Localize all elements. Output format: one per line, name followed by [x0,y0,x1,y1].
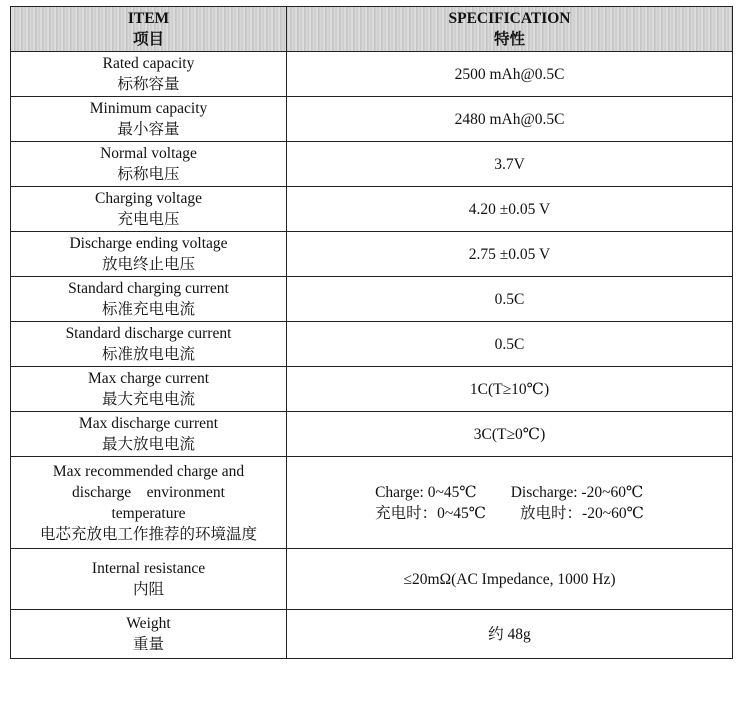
item-cn: 放电终止电压 [101,256,195,273]
spec-header [287,7,733,52]
item-cn: 标称容量 [117,76,180,93]
item-cell [11,52,287,97]
spec-value [287,457,733,549]
spec-value: 2.75 ±0.05 V [287,232,733,277]
spec-value: 3C(T≥0℃) [287,412,733,457]
spec-value: 0.5C [287,277,733,322]
item-en-line1: Max recommended charge and [52,462,245,480]
item-cell [11,610,287,659]
item-cell [11,97,287,142]
table-row-internal-resistance [11,549,733,610]
item-en-line3: temperature [111,504,186,522]
item-cn: 标称电压 [117,166,180,183]
item-en: Normal voltage [100,145,197,162]
item-header [11,7,287,52]
temperature-line-en [375,482,644,503]
spec-header-en: SPECIFICATION [448,10,571,27]
item-cn: 最小容量 [117,121,180,138]
charge-range-cn: 充电时：0~45℃ [375,504,487,522]
item-cell [11,142,287,187]
item-cell [11,367,287,412]
item-cell [11,412,287,457]
item-cell [11,277,287,322]
item-en-line2: discharge environment [72,483,225,501]
item-en: Standard charging current [68,280,229,297]
item-cell [11,232,287,277]
spec-header-cn: 特性 [493,31,525,48]
table-row-environment-temperature [11,457,733,549]
item-en: Internal resistance [91,560,206,577]
specification-table [10,6,733,659]
item-en: Discharge ending voltage [69,235,228,252]
item-header-cn: 项目 [132,31,164,48]
spec-value: 2500 mAh@0.5C [287,52,733,97]
spec-value: 1C(T≥10℃) [287,367,733,412]
table-row-weight [11,610,733,659]
item-cell [11,322,287,367]
item-en: Max charge current [87,370,210,387]
item-cell [11,457,287,549]
item-cell [11,187,287,232]
item-en: Rated capacity [102,55,195,72]
item-header-en: ITEM [127,10,170,27]
item-cn: 最大放电电流 [101,436,195,453]
item-en: Weight [126,615,171,632]
spec-value: 2480 mAh@0.5C [287,97,733,142]
table-row-standard-discharge-current [11,322,733,367]
item-cn: 电芯充放电工作推荐的环境温度 [39,525,257,543]
table-row-rated-capacity [11,52,733,97]
item-cn: 内阻 [132,581,164,598]
spec-value: 3.7V [287,142,733,187]
item-cn: 标准放电电流 [101,346,195,363]
spec-value: 约 48g [287,610,733,659]
table-row-discharge-ending-voltage [11,232,733,277]
table-row-max-discharge-current [11,412,733,457]
item-cn: 重量 [132,636,164,653]
charge-range-en: Charge: 0~45℃ [375,483,477,501]
discharge-range-cn: 放电时：-20~60℃ [520,504,644,522]
table-row-normal-voltage [11,142,733,187]
item-en: Charging voltage [95,190,202,207]
item-cn: 最大充电电流 [101,391,195,408]
spec-value: ≤20mΩ(AC Impedance, 1000 Hz) [287,549,733,610]
temperature-ranges [375,482,644,524]
item-cn: 标准充电电流 [101,301,195,318]
item-en: Minimum capacity [89,100,208,117]
item-cn: 充电电压 [117,211,180,228]
item-en: Max discharge current [78,415,219,432]
item-cell [11,549,287,610]
header-row [11,7,733,52]
discharge-range-en: Discharge: -20~60℃ [510,483,644,501]
temperature-line-cn [375,503,644,524]
table-row-standard-charging-current [11,277,733,322]
table-row-minimum-capacity [11,97,733,142]
item-en: Standard discharge current [65,325,232,342]
spec-value: 4.20 ±0.05 V [287,187,733,232]
spec-value: 0.5C [287,322,733,367]
table-row-charging-voltage [11,187,733,232]
table-row-max-charge-current [11,367,733,412]
